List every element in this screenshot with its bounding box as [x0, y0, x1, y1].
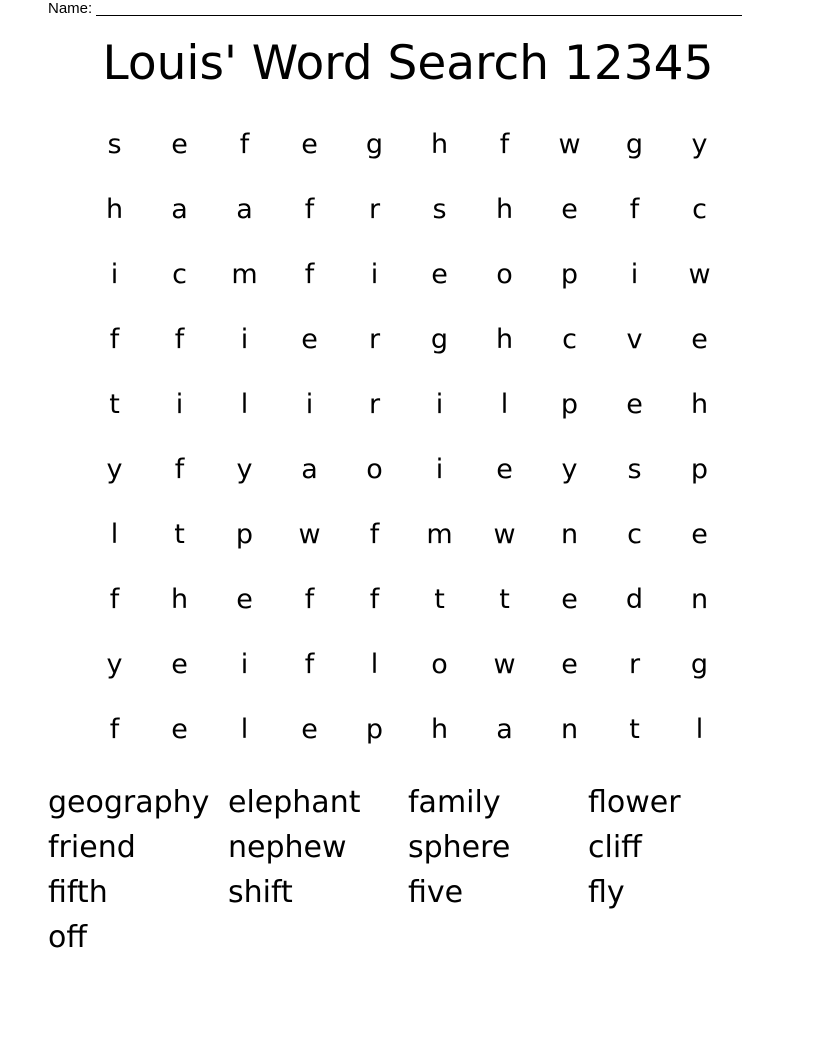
grid-letter: a [236, 194, 253, 225]
grid-letter: e [236, 584, 253, 615]
grid-row [82, 697, 732, 762]
grid-letter: n [690, 584, 709, 615]
grid-letter: r [368, 324, 381, 355]
word-list-item: elephant [228, 785, 361, 820]
page-title: Louis' Word Search 12345 [102, 36, 714, 91]
grid-row [82, 437, 732, 502]
grid-letter: h [495, 324, 514, 355]
word-list [48, 780, 768, 960]
grid-letter: t [434, 584, 445, 615]
grid-row [82, 372, 732, 437]
grid-letter: h [690, 389, 709, 420]
grid-letter: n [560, 519, 579, 550]
grid-letter: l [240, 389, 249, 420]
grid-letter: h [430, 129, 449, 160]
grid-letter: e [171, 649, 188, 680]
grid-letter: w [493, 649, 516, 680]
grid-letter: w [298, 519, 321, 550]
grid-letter: c [627, 519, 642, 550]
grid-letter: l [500, 389, 509, 420]
grid-letter: e [301, 129, 318, 160]
grid-letter: g [690, 649, 709, 680]
grid-letter: r [368, 194, 381, 225]
name-field [48, 0, 742, 18]
word-list-item: cliff [588, 830, 642, 865]
grid-letter: l [695, 714, 704, 745]
word-list-item: friend [48, 830, 136, 865]
grid-letter: h [170, 584, 189, 615]
word-list-item: sphere [408, 830, 511, 865]
name-label: Name: [48, 0, 93, 17]
grid-letter: i [630, 259, 639, 290]
grid-letter: f [499, 129, 510, 160]
grid-letter: w [688, 259, 711, 290]
grid-letter: e [691, 519, 708, 550]
grid-letter: o [496, 259, 513, 290]
grid-letter: f [174, 454, 185, 485]
grid-letter: g [430, 324, 449, 355]
grid-letter: y [236, 454, 253, 485]
grid-letter: h [105, 194, 124, 225]
grid-letter: e [301, 324, 318, 355]
grid-row [82, 502, 732, 567]
grid-letter: f [304, 259, 315, 290]
grid-letter: g [625, 129, 644, 160]
word-list-item: flower [588, 785, 681, 820]
grid-letter: d [625, 584, 644, 615]
grid-letter: f [304, 649, 315, 680]
grid-letter: a [171, 194, 188, 225]
grid-letter: l [110, 519, 119, 550]
grid-row [82, 567, 732, 632]
grid-letter: f [109, 584, 120, 615]
grid-letter: o [431, 649, 448, 680]
grid-letter: e [171, 714, 188, 745]
grid-letter: f [304, 194, 315, 225]
grid-letter: c [692, 194, 707, 225]
grid-letter: c [172, 259, 187, 290]
grid-letter: e [496, 454, 513, 485]
grid-letter: i [240, 324, 249, 355]
grid-letter: s [627, 454, 642, 485]
word-list-item: fly [588, 875, 625, 910]
grid-letter: f [109, 324, 120, 355]
grid-letter: r [628, 649, 641, 680]
word-list-item: fifth [48, 875, 108, 910]
grid-letter: y [561, 454, 578, 485]
grid-letter: m [426, 519, 453, 550]
grid-letter: l [240, 714, 249, 745]
grid-letter: e [626, 389, 643, 420]
grid-row [82, 632, 732, 697]
grid-letter: p [235, 519, 254, 550]
grid-letter: t [499, 584, 510, 615]
grid-letter: y [691, 129, 708, 160]
grid-letter: f [174, 324, 185, 355]
grid-letter: g [365, 129, 384, 160]
grid-letter: m [231, 259, 258, 290]
word-list-item: family [408, 785, 501, 820]
grid-letter: i [305, 389, 314, 420]
grid-letter: i [435, 454, 444, 485]
grid-row [82, 307, 732, 372]
grid-letter: y [106, 649, 123, 680]
grid-letter: t [174, 519, 185, 550]
grid-letter: w [558, 129, 581, 160]
letter-grid [82, 112, 732, 762]
word-list-item: shift [228, 875, 293, 910]
word-list-item: nephew [228, 830, 347, 865]
grid-letter: s [432, 194, 447, 225]
grid-letter: f [369, 519, 380, 550]
grid-letter: f [109, 714, 120, 745]
grid-letter: e [691, 324, 708, 355]
grid-letter: e [171, 129, 188, 160]
word-list-item: off [48, 920, 88, 955]
grid-letter: e [431, 259, 448, 290]
grid-letter: r [368, 389, 381, 420]
grid-letter: o [366, 454, 383, 485]
grid-letter: t [109, 389, 120, 420]
grid-letter: n [560, 714, 579, 745]
grid-letter: h [495, 194, 514, 225]
word-list-item: geography [48, 785, 210, 820]
word-list-item: five [408, 875, 464, 910]
grid-letter: e [301, 714, 318, 745]
grid-letter: f [369, 584, 380, 615]
grid-letter: p [560, 389, 579, 420]
grid-letter: a [496, 714, 513, 745]
grid-letter: p [560, 259, 579, 290]
grid-letter: i [435, 389, 444, 420]
grid-letter: f [239, 129, 250, 160]
name-underline [96, 0, 742, 16]
grid-letter: f [304, 584, 315, 615]
grid-letter: p [365, 714, 384, 745]
grid-letter: y [106, 454, 123, 485]
grid-letter: e [561, 584, 578, 615]
grid-letter: i [110, 259, 119, 290]
grid-letter: e [561, 649, 578, 680]
grid-row [82, 242, 732, 307]
grid-letter: f [629, 194, 640, 225]
grid-row [82, 112, 732, 177]
grid-letter: i [370, 259, 379, 290]
grid-letter: t [629, 714, 640, 745]
grid-letter: v [626, 324, 643, 355]
grid-letter: s [107, 129, 122, 160]
grid-letter: p [690, 454, 709, 485]
grid-letter: l [370, 649, 379, 680]
grid-letter: h [430, 714, 449, 745]
grid-letter: c [562, 324, 577, 355]
grid-letter: i [240, 649, 249, 680]
grid-letter: a [301, 454, 318, 485]
grid-row [82, 177, 732, 242]
grid-letter: w [493, 519, 516, 550]
grid-letter: e [561, 194, 578, 225]
grid-letter: i [175, 389, 184, 420]
